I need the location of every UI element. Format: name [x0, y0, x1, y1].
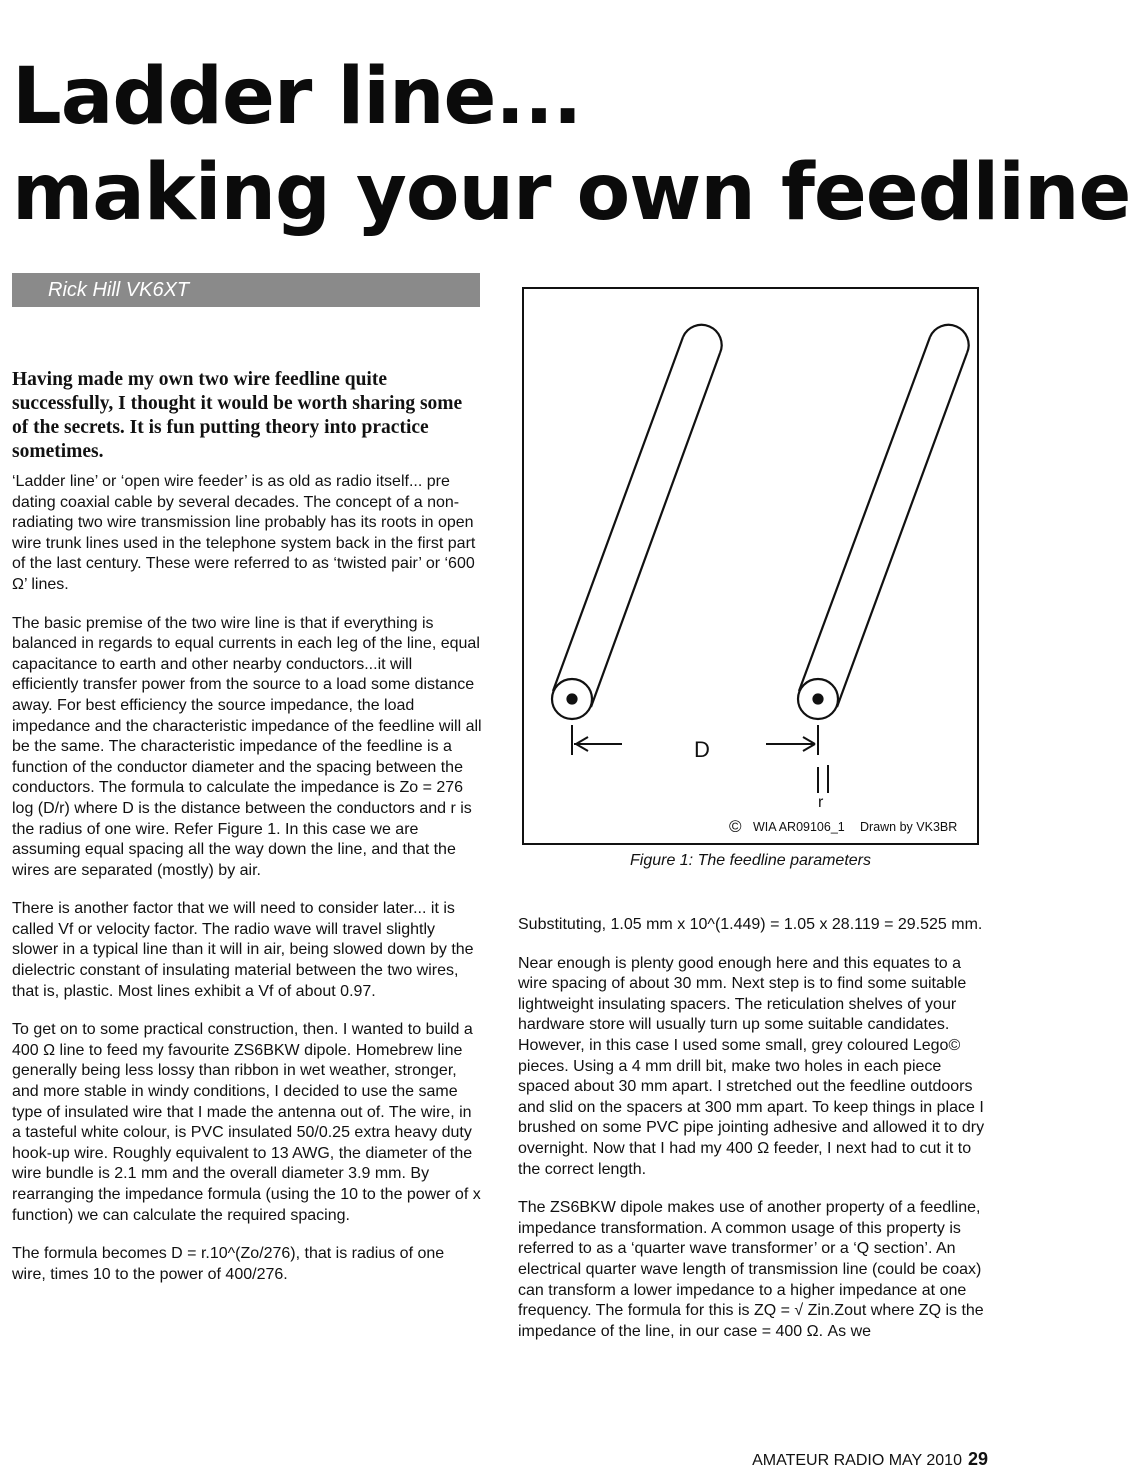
figure-credit-drawn: Drawn by VK3BR	[860, 820, 958, 834]
lead-paragraph: Having made my own two wire feedline quite successfully, I thought it would be worth sharing some of the secrets. It is fun putting theory into practice sometimes.	[12, 369, 463, 462]
figure-1	[522, 287, 979, 845]
body-paragraph: The basic premise of the two wire line is that if everything is balanced in regards to equal currents in each leg of the line, equal capacitance to earth and other nearby conductors...it will efficiently transfer power from the source to a load some distance away. For best efficiency the source impedance, the load impedance and the characteristic impedance of the feedline will all be the same. The characteristic impedance of the feedline is a function of the conductor diameter and the spacing between the conductors. The formula to calculate the impedance is Zo = 276 log (D/r) where D is the distance between the conductors and r is the radius of one wire. Refer Figure 1. In this case we are assuming equal spacing all the way down the line, and that the wires are separated (mostly) by air.	[12, 614, 482, 879]
article-title-line-2: making your own feedline	[12, 148, 1130, 238]
figure-caption: Figure 1: The feedline parameters	[629, 852, 871, 869]
body-paragraph: Substituting, 1.05 mm x 10^(1.449) = 1.05 x 28.119 = 29.525 mm.	[518, 916, 983, 933]
feedline-diagram	[524, 289, 977, 843]
body-paragraph: To get on to some practical construction, then. I wanted to build a 400 Ω line to feed my favourite ZS6BKW dipole. Homebrew line generally being less lossy than ribbon in wet weather, stronger, and more stable in windy conditions, I decided to use the same type of insulated wire that I made the antenna out of. The wire, in a tasteful white colour, is PVC insulated 50/0.25 extra heavy duty hook-up wire. Roughly equivalent to 13 AWG, the diameter of the wire bundle is 2.1 mm and the overall diameter 3.9 mm. By rearranging the impedance formula (using the 10 to the power of x function) we can calculate the required spacing.	[12, 1021, 481, 1224]
radius-dimension	[818, 765, 828, 793]
body-paragraph: Near enough is plenty good enough here and this equates to a wire spacing of about 30 mm. Next step is to find some suitable lightweight insulating spacers. The reticulation shelves of your hardware store will usually turn up some suitable candidates. However, in this case I used some small, grey coloured Lego© pieces. Using a 4 mm drill bit, make two holes in each piece spaced about 30 mm apart. I stretched out the feedline outdoors and slid on the spacers at 300 mm apart. To keep things in place I brushed on some PVC pipe jointing adhesive and allowed it to dry overnight. Now that I had my 400 Ω feeder, I next had to cut it to the correct length.	[518, 954, 985, 1178]
right-column	[518, 915, 993, 1360]
radius-label-r: r	[818, 794, 824, 811]
footer-publication: AMATEUR RADIO MAY 2010	[752, 1452, 962, 1469]
left-column	[12, 368, 482, 1303]
page-footer	[752, 1449, 988, 1470]
spacing-label-d: D	[694, 737, 710, 762]
body-paragraph: The formula becomes D = r.10^(Zo/276), that is radius of one wire, times 10 to the power of 400/276.	[12, 1245, 445, 1283]
right-wire	[798, 325, 969, 719]
body-paragraph: ‘Ladder line’ or ‘open wire feeder’ is as old as radio itself... pre dating coaxial cable by several decades. The concept of a non-radiating two wire transmission line probably has its roots in open wire trunk lines used in the telephone system back in the first part of the last century. These were referred to as ‘twisted pair’ or ‘600 Ω’ lines.	[12, 473, 476, 593]
figure-credit-id: WIA AR09106_1	[753, 820, 845, 834]
body-paragraph: The ZS6BKW dipole makes use of another property of a feedline, impedance transformation. A common usage of this property is referred to as a ‘quarter wave transformer’ or a ‘Q section’. An electrical quarter wave length of transmission line (could be coax) can transform a lower impedance to a higher impedance at one frequency. The formula for this is ZQ = √ Zin.Zout where ZQ is the impedance of the line, in our case = 400 Ω. As we	[518, 1199, 984, 1340]
left-wire	[552, 325, 722, 719]
page-number: 29	[967, 1449, 988, 1469]
body-paragraph: There is another factor that we will need to consider later... it is called Vf or velocity factor. The radio wave will travel slightly slower in a typical line than it will in air, being slowed down by the dielectric constant of insulating material between the two wires, that is, plastic. Most lines exhibit a Vf of about 0.97.	[12, 900, 474, 1000]
article-title-line-1: Ladder line...	[12, 52, 582, 142]
author-byline: Rick Hill VK6XT	[12, 273, 480, 307]
copyright-icon: ©	[729, 817, 742, 836]
